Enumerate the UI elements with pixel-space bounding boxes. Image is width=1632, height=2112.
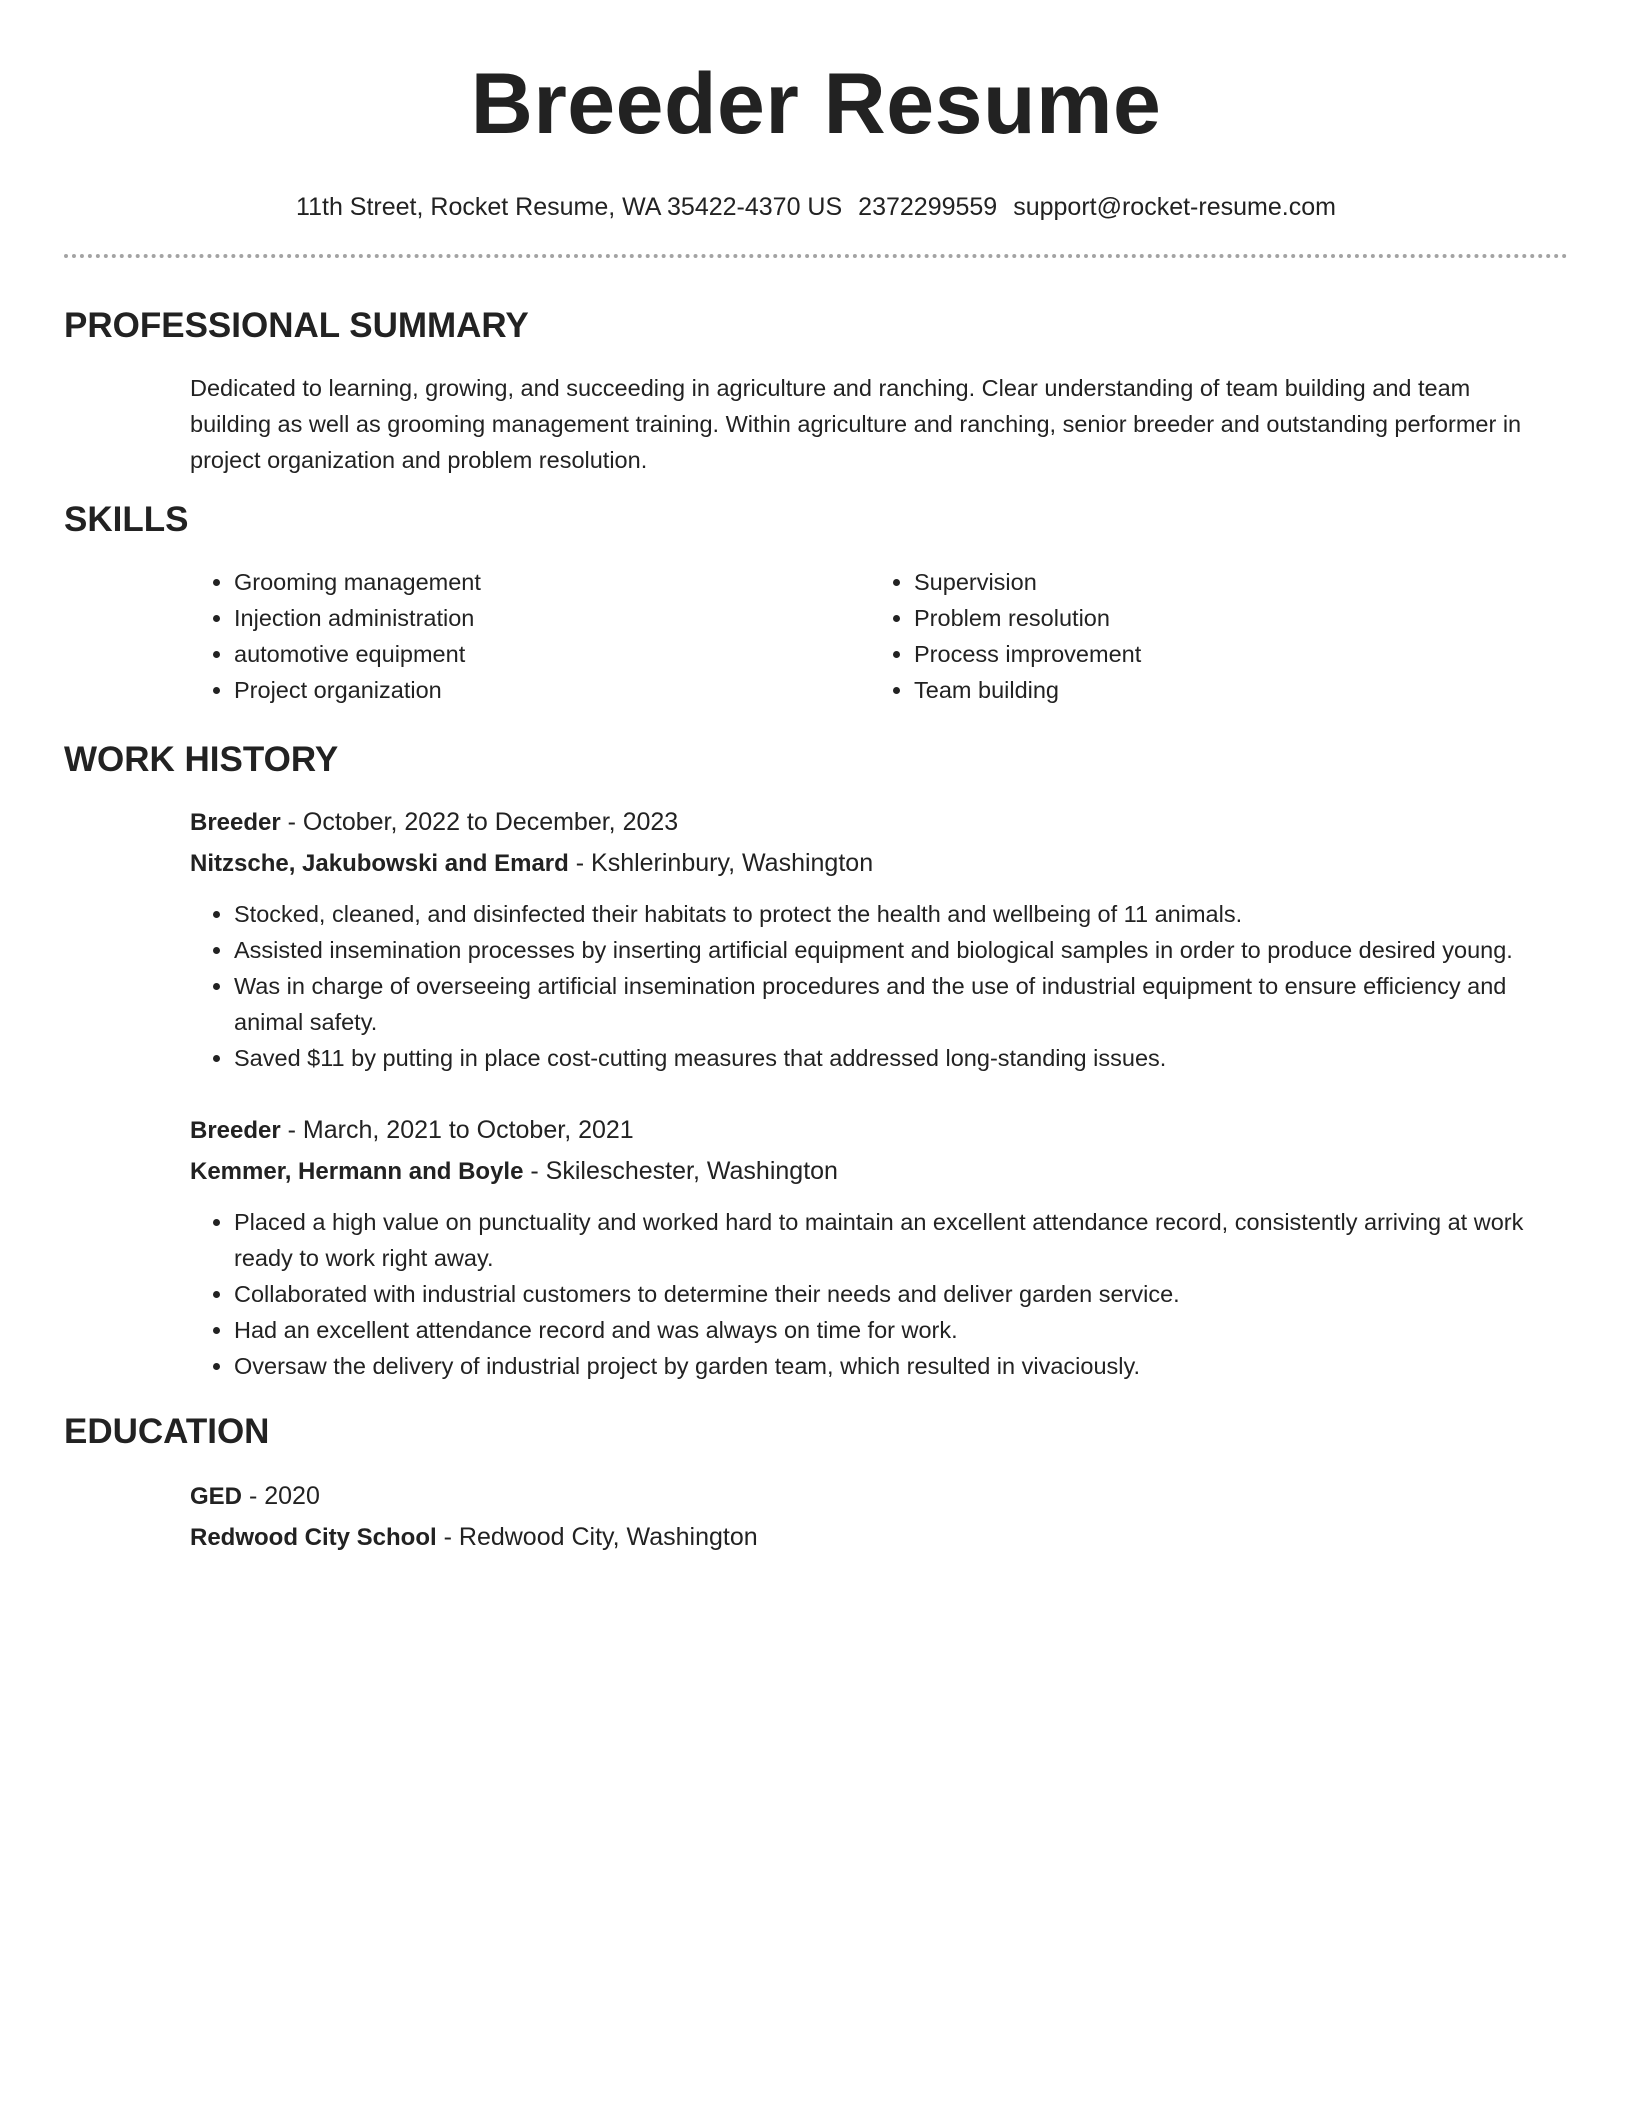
education-entry [190,1478,1568,1556]
job-bullet: • Oversaw the delivery of industrial project by garden team, which resulted in vivaciously. [234,1348,1548,1384]
education-school-line [190,1519,1568,1556]
job-role: Breeder [190,1117,281,1144]
job-title-line [190,1112,1568,1149]
job-company: Nitzsche, Jakubowski and Emard [190,850,569,877]
section-title-work-history: WORK HISTORY [64,740,339,779]
job-title-line [190,804,1568,841]
job-dates: - October, 2022 to December, 2023 [280,808,679,836]
contact-address: 11th Street, Rocket Resume, WA 35422-4370 US [296,193,843,221]
job-company-line [190,845,1568,882]
job-entry [190,1112,1568,1384]
resume-page [64,0,1568,1556]
job-entry [190,804,1568,1076]
education-school: Redwood City School [190,1524,437,1551]
contact-email: support@rocket-resume.com [1013,193,1336,221]
job-bullet: • Was in charge of overseeing artificial insemination procedures and the use of industrial equipment to ensure efficiency and animal safety. [234,968,1548,1040]
job-dates: - March, 2021 to October, 2021 [280,1116,634,1144]
education-degree: GED [190,1483,243,1510]
skill-item: • Supervision [914,564,1550,600]
section-title-summary: PROFESSIONAL SUMMARY [64,306,529,345]
job-company-line [190,1153,1568,1190]
skill-item: • Project organization [234,672,870,708]
job-bullet: • Stocked, cleaned, and disinfected their habitats to protect the health and wellbeing of 11 animals. [234,896,1548,932]
job-bullet: • Had an excellent attendance record and was always on time for work. [234,1312,1548,1348]
skill-item: • Process improvement [914,636,1550,672]
section-title-education: EDUCATION [64,1412,270,1451]
job-company: Kemmer, Hermann and Boyle [190,1158,524,1185]
section-title-skills: SKILLS [64,500,189,539]
job-bullet: • Collaborated with industrial customers to determine their needs and deliver garden service. [234,1276,1548,1312]
contact-line [64,192,1568,222]
skills-list [190,564,1568,708]
education-year: - 2020 [242,1482,320,1510]
education-degree-line [190,1478,1568,1515]
job-location: - Kshlerinbury, Washington [568,849,874,877]
job-role: Breeder [190,809,281,836]
skill-item: • Team building [914,672,1550,708]
job-bullets [190,1204,1568,1384]
skill-item: • Injection administration [234,600,870,636]
job-bullet: • Saved $11 by putting in place cost-cutting measures that addressed long-standing issues. [234,1040,1548,1076]
summary-text: Dedicated to learning, growing, and succeeding in agriculture and ranching. Clear understanding of team building and team building as well as grooming management training. Within agriculture and ranching, senior breeder and outstanding performer in project organization and problem resolution. [190,375,1522,473]
job-bullets [190,896,1568,1076]
resume-name: Breeder Resume [470,56,1162,152]
contact-phone: 2372299559 [858,193,998,221]
job-bullet: • Assisted insemination processes by inserting artificial equipment and biological samples in order to produce desired young. [234,932,1548,968]
header-divider [64,254,1568,258]
skills-column-left [190,564,870,708]
skill-item: • Grooming management [234,564,870,600]
education-location: - Redwood City, Washington [436,1523,758,1551]
job-bullet: • Placed a high value on punctuality and worked hard to maintain an excellent attendance record, consistently arriving at work ready to work right away. [234,1204,1548,1276]
skill-item: • Problem resolution [914,600,1550,636]
job-location: - Skileschester, Washington [523,1157,838,1185]
skills-column-right [870,564,1550,708]
skill-item: • automotive equipment [234,636,870,672]
